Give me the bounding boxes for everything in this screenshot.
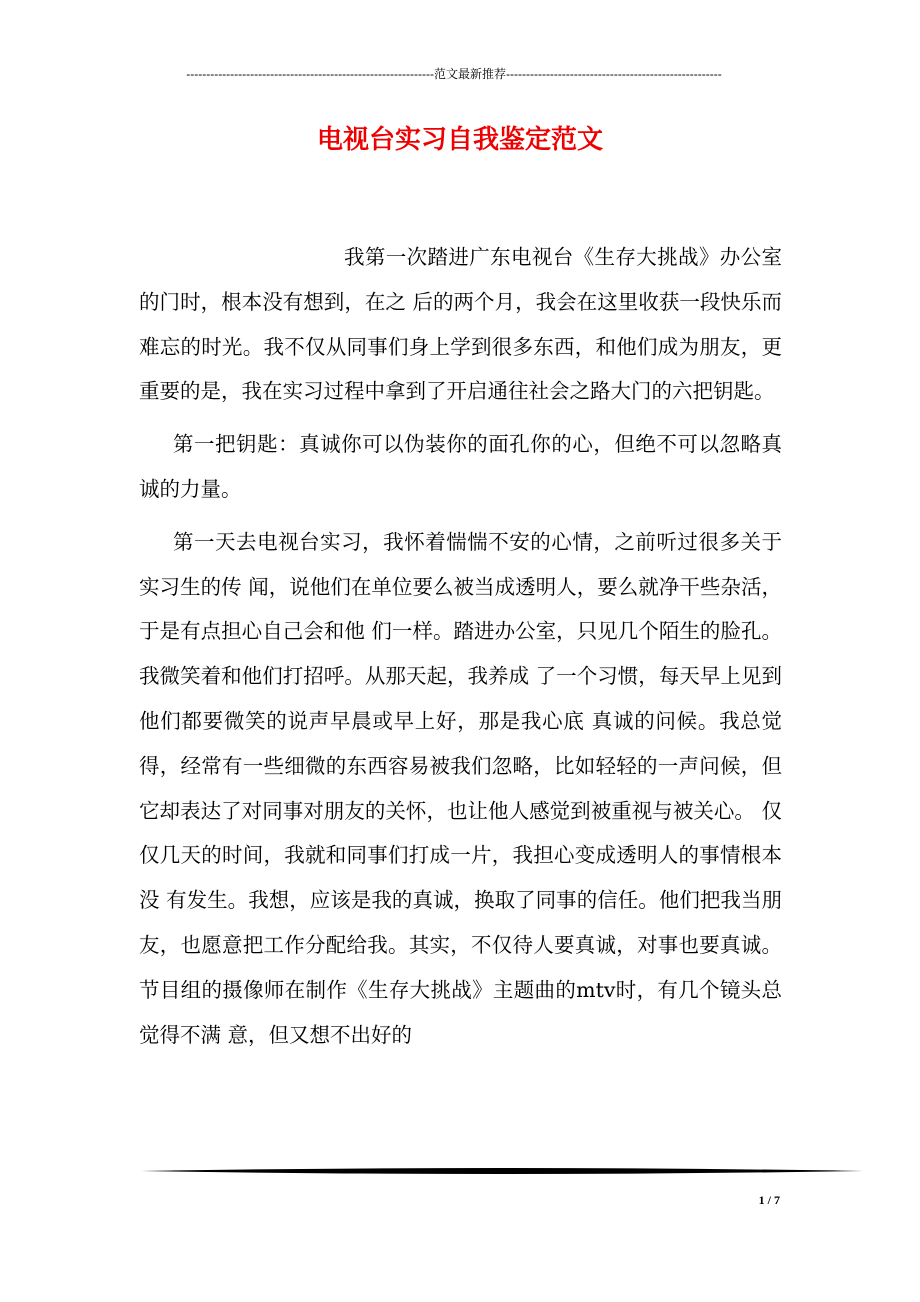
- header-banner: --------------------------------------------------------------范文最新推荐------------------------------------------------------: [186, 67, 722, 81]
- paragraph-intro: 我第一次踏进广东电视台《生存大挑战》办公室的门时，根本没有想到，在之 后的两个月，我会在这里收获一段快乐而难忘的时光。我不仅从同事们身上学到很多东西，和他们成为朋友，更重要的是，我在实习过程中拿到了开启通往社会之路大门的六把钥匙。: [139, 245, 782, 404]
- paragraph-first-day: 第一天去电视台实习，我怀着惴惴不安的心情，之前听过很多关于实习生的传 闻，说他们在单位要么被当成透明人，要么就净干些杂活，于是有点担心自己会和他 们一样。踏进办公室，只见几个陌生的脸孔。我微笑着和他们打招呼。从那天起，我养成 了一个习惯，每天早上见到他们都要微笑的说声早晨或早上好，那是我心底 真诚的问候。我总觉得，经常有一些细微的东西容易被我们忽略，比如轻轻的一声问候，但它却表达了对同事对朋友的关怀，也让他人感觉到被重视与被关心。 仅仅几天的时间，我就和同事们打成一片，我担心变成透明人的事情根本没 有发生。我想，应该是我的真诚，换取了同事的信任。他们把我当朋友，也愿意把工作分配给我。其实，不仅待人要真诚，对事也要真诚。 节目组的摄像师在制作《生存大挑战》主题曲的mtv时，有几个镜头总觉得不满 意，但又想不出好的: [139, 529, 782, 1047]
- page-number: 1 / 7: [758, 1193, 780, 1207]
- paragraph-first-key: 第一把钥匙：真诚你可以伪装你的面孔你的心，但绝不可以忽略真诚的力量。: [139, 432, 782, 501]
- footer-divider: [141, 1166, 863, 1176]
- document-body: [139, 235, 782, 1065]
- document-title: 电视台实习自我鉴定范文: [316, 125, 603, 155]
